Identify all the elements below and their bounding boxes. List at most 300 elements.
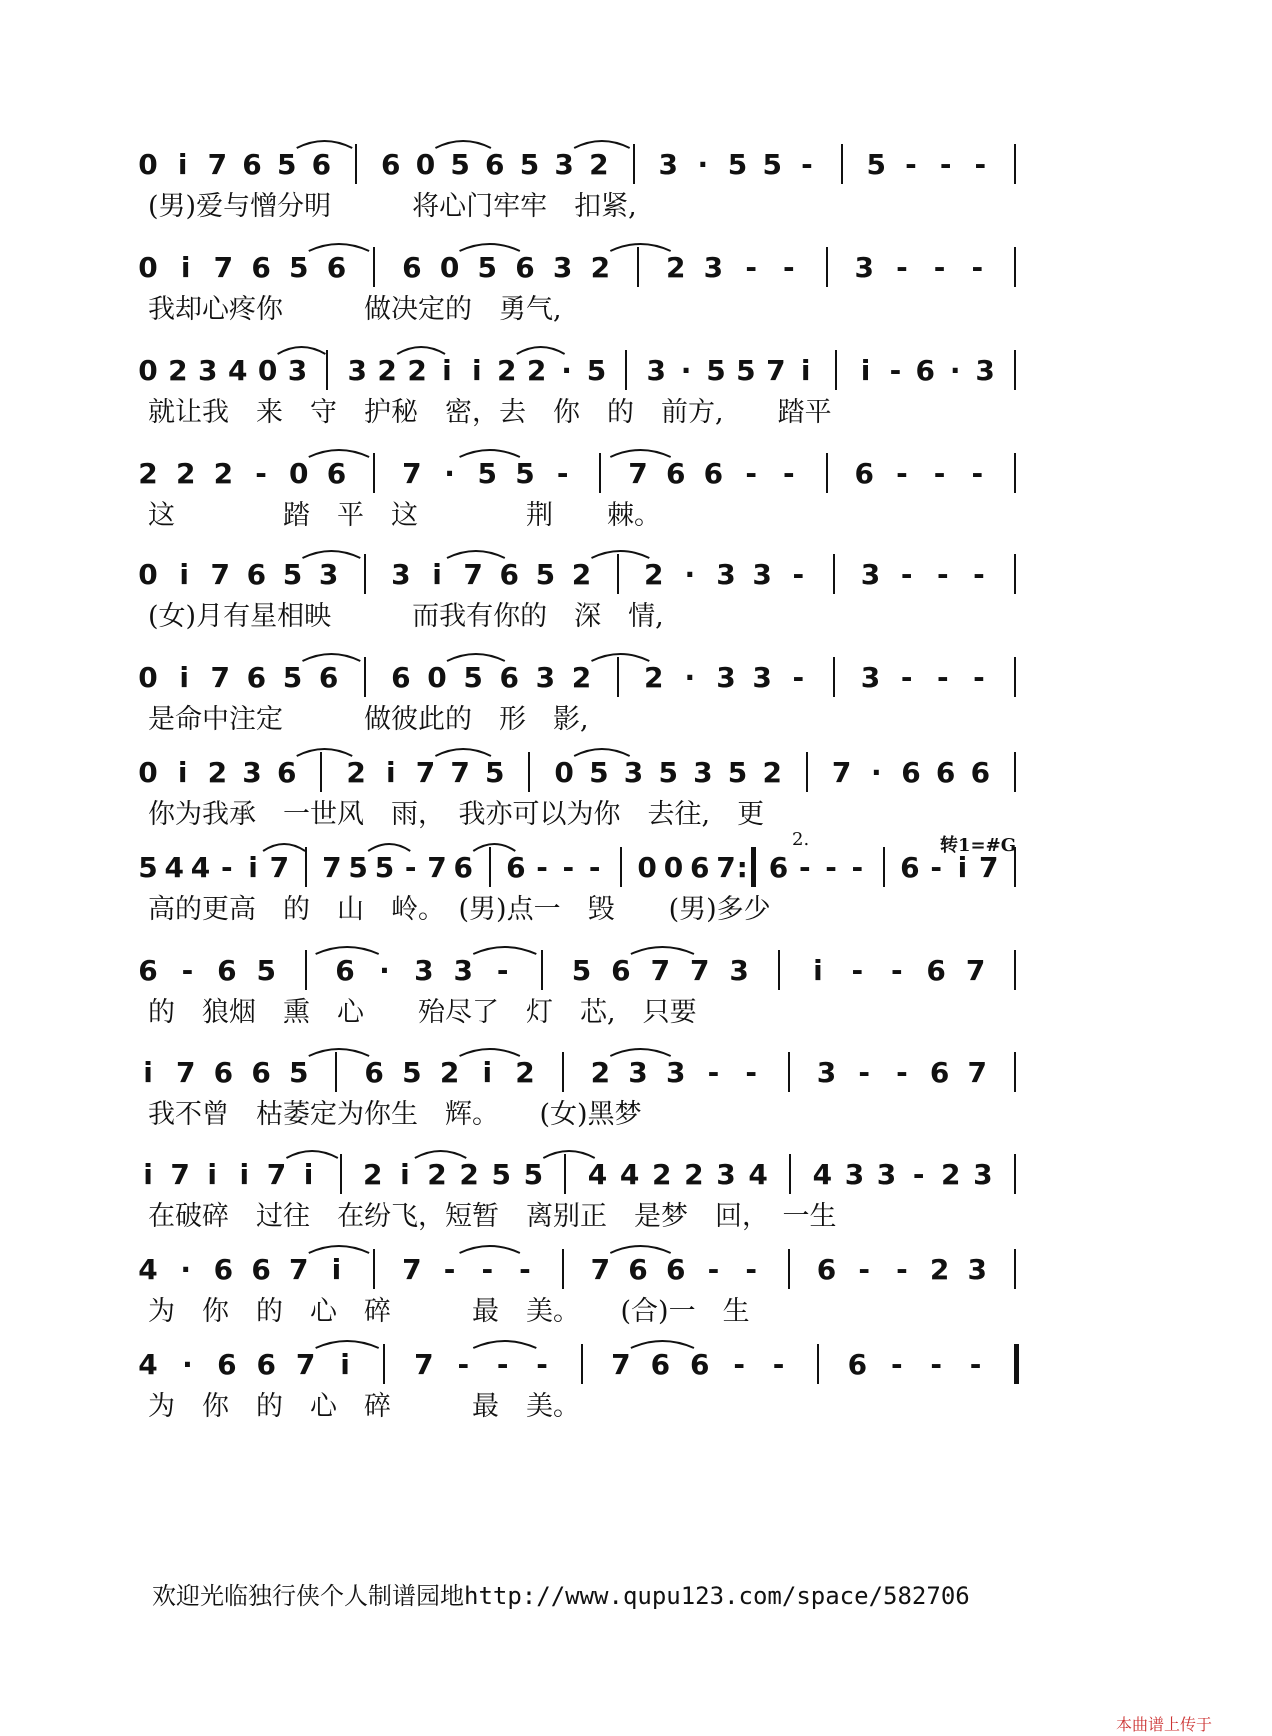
note: 7 — [628, 457, 648, 490]
note: - — [443, 1253, 456, 1286]
note: 2 — [213, 457, 234, 490]
slur — [574, 749, 629, 756]
note: 6 — [251, 251, 271, 284]
slur — [368, 844, 410, 851]
note: 6 — [326, 251, 347, 284]
slur — [460, 244, 520, 251]
note: 5 — [374, 851, 395, 884]
note: 2 — [427, 1158, 447, 1191]
note: 6 — [326, 457, 347, 490]
score-line — [0, 1048, 1272, 1158]
note: 6 — [453, 851, 474, 884]
note: - — [936, 661, 949, 694]
notes-row — [0, 550, 1272, 600]
note: 7 — [402, 1253, 422, 1286]
notes-row — [0, 1340, 1272, 1390]
footer-text: 欢迎光临独行侠个人制谱园地http://www.qupu123.com/space/582706 — [152, 1582, 970, 1610]
note: 6 — [499, 661, 519, 694]
note: 5 — [535, 558, 556, 591]
note: - — [783, 251, 795, 284]
note: - — [858, 1056, 871, 1089]
note: 6 — [217, 1348, 237, 1381]
notes-row — [0, 243, 1272, 293]
note: 5 — [706, 354, 726, 387]
score-line — [0, 748, 1272, 858]
note: - — [912, 1158, 925, 1191]
note: - — [496, 954, 509, 987]
note: 7 — [450, 756, 470, 789]
notes-row — [0, 653, 1272, 703]
note: 6 — [138, 954, 158, 987]
notes-row — [0, 1245, 1272, 1295]
notes-row — [0, 140, 1272, 190]
slur — [610, 1049, 670, 1056]
note: 3 — [716, 661, 736, 694]
note: 2 — [515, 1056, 535, 1089]
slur — [316, 947, 379, 954]
note: 2 — [175, 457, 196, 490]
lyrics-text: 就让我 来 守 护秘 密，去 你 的 前方, 踏平 — [148, 397, 832, 428]
note: 6 — [847, 1348, 868, 1381]
note: 3 — [347, 354, 368, 387]
note: 3 — [693, 756, 713, 789]
lyrics-text: 的 狼烟 熏 心 殆尽了 灯 芯, 只要 — [148, 997, 697, 1028]
note: 7 — [175, 1056, 196, 1089]
note: 6 — [311, 148, 332, 181]
note: i — [180, 251, 191, 284]
note: - — [799, 851, 811, 884]
note: 5 — [586, 354, 607, 387]
note: 6 — [246, 558, 267, 591]
note: - — [889, 354, 902, 387]
note: 3 — [703, 251, 724, 284]
notes-row — [0, 346, 1272, 396]
slur — [610, 1246, 670, 1253]
lyrics-text: 这 踏 平 这 荆 棘。 — [148, 500, 661, 531]
note: - — [519, 1253, 531, 1286]
note: 7 — [978, 851, 999, 884]
note: 5 — [515, 457, 535, 490]
note: 3 — [967, 1253, 988, 1286]
note: - — [745, 457, 757, 490]
note: 0 — [138, 558, 158, 591]
slur — [574, 141, 629, 148]
note: 6 — [915, 354, 936, 387]
note: i — [813, 954, 823, 987]
note: 5 — [256, 954, 276, 987]
note: · — [180, 1253, 192, 1286]
note: 0 — [439, 251, 460, 284]
note: 2 — [407, 354, 427, 387]
note: 2 — [590, 251, 611, 284]
note: 6 — [768, 851, 789, 884]
note: - — [801, 148, 813, 181]
note: 6 — [251, 1056, 271, 1089]
note: 7 — [427, 851, 447, 884]
note: 4 — [619, 1158, 640, 1191]
note: 7 — [766, 354, 786, 387]
note: - — [896, 457, 908, 490]
note: - — [255, 457, 267, 490]
score-line — [0, 946, 1272, 1056]
note: 5 — [523, 1158, 544, 1191]
note: 6 — [276, 756, 297, 789]
note: 7 — [295, 1348, 316, 1381]
note: - — [905, 148, 917, 181]
note: 3 — [318, 558, 339, 591]
note: 5 — [762, 148, 782, 181]
note: i — [179, 661, 189, 694]
note: i — [177, 148, 188, 181]
slur — [309, 450, 369, 457]
note: 5 — [450, 148, 470, 181]
note: - — [825, 851, 837, 884]
note: i — [303, 1158, 314, 1191]
notes-row — [0, 946, 1272, 996]
note: 7 — [266, 1158, 287, 1191]
note: i — [860, 354, 871, 387]
note: 3 — [973, 1158, 993, 1191]
note: 6 — [485, 148, 505, 181]
notes-row — [0, 449, 1272, 499]
note: 5 — [289, 1056, 309, 1089]
note: 6 — [611, 954, 631, 987]
note: 3 — [242, 756, 262, 789]
note: 3 — [860, 558, 881, 591]
slur — [460, 1049, 520, 1056]
note: - — [858, 1253, 871, 1286]
note: 6 — [929, 1056, 950, 1089]
note: - — [457, 1348, 470, 1381]
note: · — [379, 954, 390, 987]
note: 6 — [628, 1253, 648, 1286]
slur — [263, 844, 305, 851]
note: - — [221, 851, 233, 884]
note: 6 — [665, 1253, 686, 1286]
note: 6 — [402, 251, 422, 284]
lyrics-text: 我不曾 枯萎定为你生 辉。 (女)黑梦 — [148, 1099, 642, 1130]
note: i — [143, 1158, 153, 1191]
note: 7 — [210, 661, 230, 694]
note: 6 — [935, 756, 956, 789]
note: - — [890, 1348, 903, 1381]
note: 3 — [876, 1158, 897, 1191]
note: 2 — [571, 558, 592, 591]
note: 0 — [138, 251, 158, 284]
lyrics-text: 高的更高 的 山 岭。 (男)点一 毁 (男)多少 — [148, 894, 771, 925]
note: · — [444, 457, 455, 490]
note: 0 — [289, 457, 309, 490]
slur — [316, 1341, 379, 1348]
note: 3 — [658, 148, 678, 181]
lyrics-text: (女)月有星相映 而我有你的 深 情, — [148, 601, 664, 632]
note: 2 — [644, 558, 664, 591]
note: 5 — [477, 457, 497, 490]
slur — [460, 450, 520, 457]
note: 4 — [227, 354, 248, 387]
note: 3 — [844, 1158, 865, 1191]
note: - — [930, 851, 942, 884]
note: i — [482, 1056, 493, 1089]
note: 2 — [459, 1158, 479, 1191]
note: 6 — [391, 661, 411, 694]
note: 2 — [168, 354, 188, 387]
note: 5 — [519, 148, 540, 181]
note: 4 — [138, 1253, 158, 1286]
note: - — [745, 1253, 757, 1286]
slur — [397, 347, 445, 354]
note: 3 — [665, 1056, 686, 1089]
note: 2 — [590, 1056, 611, 1089]
note: 0 — [637, 851, 657, 884]
note: - — [971, 457, 984, 490]
note: 2 — [526, 354, 547, 387]
note: · — [697, 148, 709, 181]
note: 3 — [623, 756, 644, 789]
note: i — [957, 851, 968, 884]
note: 7 — [831, 756, 852, 789]
note: 6 — [506, 851, 526, 884]
note: 0 — [138, 148, 158, 181]
note: 6 — [256, 1348, 276, 1381]
note: - — [896, 1056, 908, 1089]
note: 2 — [652, 1158, 672, 1191]
note: 3 — [716, 558, 736, 591]
note: i — [400, 1158, 410, 1191]
watermark-text: 本曲谱上传于 — [1115, 1715, 1212, 1734]
note: 2 — [138, 457, 158, 490]
score-line — [0, 1245, 1272, 1355]
note: 2 — [589, 148, 609, 181]
note: - — [973, 558, 985, 591]
lyrics-text: 是命中注定 做彼此的 形 影, — [148, 704, 589, 735]
slur — [309, 1246, 369, 1253]
note: 5 — [736, 354, 756, 387]
note: 6 — [650, 1348, 671, 1381]
note: - — [936, 558, 949, 591]
note: 5 — [866, 148, 887, 181]
note: 7 — [289, 1253, 309, 1286]
note: 7 — [402, 457, 422, 490]
slur — [473, 1341, 536, 1348]
slur — [447, 551, 505, 558]
note: 7 — [415, 756, 436, 789]
note: 7 — [322, 851, 342, 884]
slur — [278, 347, 326, 354]
note: - — [707, 1056, 720, 1089]
note: 5 — [491, 1158, 511, 1191]
note: 5 — [658, 756, 678, 789]
note: 2 — [497, 354, 517, 387]
note: 3 — [646, 354, 666, 387]
note: - — [974, 148, 987, 181]
note: 3 — [860, 661, 881, 694]
note: - — [851, 851, 864, 884]
note: 6 — [854, 457, 874, 490]
note: 0 — [138, 661, 158, 694]
note: - — [896, 1253, 908, 1286]
score-line — [0, 449, 1272, 559]
note: 6 — [217, 954, 237, 987]
slur — [592, 551, 650, 558]
score-line — [0, 829, 1272, 953]
note: · — [684, 558, 696, 591]
note: · — [182, 1348, 193, 1381]
slur — [297, 141, 352, 148]
note: 3 — [729, 954, 749, 987]
note: 0 — [257, 354, 278, 387]
note: 6 — [689, 1348, 710, 1381]
note: 6 — [926, 954, 946, 987]
note: - — [536, 1348, 548, 1381]
score-line — [0, 1150, 1272, 1260]
slur — [415, 1151, 466, 1158]
note: 3 — [453, 954, 474, 987]
note: 5 — [589, 756, 609, 789]
score-line — [0, 346, 1272, 456]
note: 3 — [198, 354, 218, 387]
lyrics-text: 我却心疼你 做决定的 勇气, — [148, 294, 562, 325]
note: · — [949, 354, 961, 387]
note: 2 — [941, 1158, 961, 1191]
note: i — [207, 1158, 218, 1191]
slur — [447, 654, 505, 661]
note: 6 — [689, 851, 710, 884]
note: - — [562, 851, 575, 884]
note: 6 — [703, 457, 724, 490]
slur — [435, 749, 490, 756]
slur — [435, 141, 490, 148]
note: i — [385, 756, 396, 789]
note: - — [772, 1348, 785, 1381]
note: 2 — [207, 756, 228, 789]
note: 3 — [287, 354, 308, 387]
note: - — [792, 558, 805, 591]
note: 7 — [590, 1253, 611, 1286]
note: 2 — [571, 661, 592, 694]
notes-row — [0, 843, 1272, 893]
slur — [610, 244, 670, 251]
note: 0 — [663, 851, 684, 884]
slur — [303, 654, 361, 661]
note: - — [481, 1253, 494, 1286]
note: 5 — [727, 148, 748, 181]
slur — [631, 1341, 694, 1348]
note: 5 — [571, 954, 592, 987]
note: 6 — [515, 251, 535, 284]
lyrics-text: 为 你 的 心 碎 最 美。 — [148, 1391, 580, 1422]
note: - — [969, 1348, 982, 1381]
slur — [610, 450, 670, 457]
note: - — [707, 1253, 720, 1286]
slur — [543, 1151, 594, 1158]
note: - — [900, 661, 913, 694]
note: - — [556, 457, 569, 490]
score-line — [0, 243, 1272, 353]
note: 7 — [716, 851, 736, 884]
note: 6 — [242, 148, 262, 181]
note: 6 — [335, 954, 355, 987]
note: - — [404, 851, 417, 884]
volta-label: 2. — [792, 829, 810, 850]
note: 5 — [289, 251, 309, 284]
note: 2 — [644, 661, 664, 694]
note: 7 — [463, 558, 483, 591]
note: 0 — [427, 661, 447, 694]
note: i — [472, 354, 482, 387]
slur — [473, 844, 515, 851]
note: i — [177, 756, 188, 789]
note: 5 — [463, 661, 483, 694]
note: 6 — [816, 1253, 837, 1286]
note: 2 — [346, 756, 366, 789]
note: 0 — [138, 354, 158, 387]
note: 2 — [377, 354, 397, 387]
note: 7 — [650, 954, 671, 987]
score-line — [0, 653, 1272, 763]
note: 5 — [138, 851, 158, 884]
note: 2 — [929, 1253, 950, 1286]
slur — [309, 244, 369, 251]
note: 3 — [391, 558, 411, 591]
note: - — [745, 1056, 757, 1089]
lyrics-text: 为 你 的 心 碎 最 美。 (合)一 生 — [148, 1296, 750, 1327]
note: 3 — [716, 1158, 736, 1191]
note: - — [733, 1348, 745, 1381]
note: 4 — [138, 1348, 158, 1381]
note: 7 — [965, 954, 986, 987]
note: 5 — [282, 558, 303, 591]
note: 7 — [689, 954, 710, 987]
note: 2 — [684, 1158, 704, 1191]
note: 3 — [628, 1056, 648, 1089]
note: 7 — [414, 1348, 434, 1381]
note: 2 — [665, 251, 686, 284]
note: · — [870, 756, 882, 789]
note: 5 — [348, 851, 368, 884]
note: 3 — [535, 661, 556, 694]
note: - — [939, 148, 952, 181]
slur — [303, 551, 361, 558]
note: 6 — [665, 457, 686, 490]
note: 2 — [439, 1056, 460, 1089]
note: - — [890, 954, 903, 987]
note: 4 — [812, 1158, 833, 1191]
note: 2 — [363, 1158, 383, 1191]
note: - — [745, 251, 757, 284]
note: 7 — [611, 1348, 631, 1381]
lyrics-text: 在破碎 过往 在纷飞，短暂 离别正 是梦 回， 一生 — [148, 1201, 837, 1232]
slur — [297, 749, 352, 756]
note: - — [792, 661, 805, 694]
note: - — [930, 1348, 942, 1381]
note: - — [851, 954, 864, 987]
slur — [631, 947, 694, 954]
note: i — [800, 354, 811, 387]
score-line — [0, 550, 1272, 660]
note: 6 — [318, 661, 339, 694]
note: 6 — [970, 756, 991, 789]
note: - — [933, 457, 946, 490]
note: 7 — [170, 1158, 190, 1191]
notes-row — [0, 1048, 1272, 1098]
note: i — [248, 851, 258, 884]
slur — [592, 654, 650, 661]
note: 6 — [900, 851, 920, 884]
note: i — [331, 1253, 342, 1286]
note: 5 — [477, 251, 497, 284]
score-line — [0, 140, 1272, 250]
